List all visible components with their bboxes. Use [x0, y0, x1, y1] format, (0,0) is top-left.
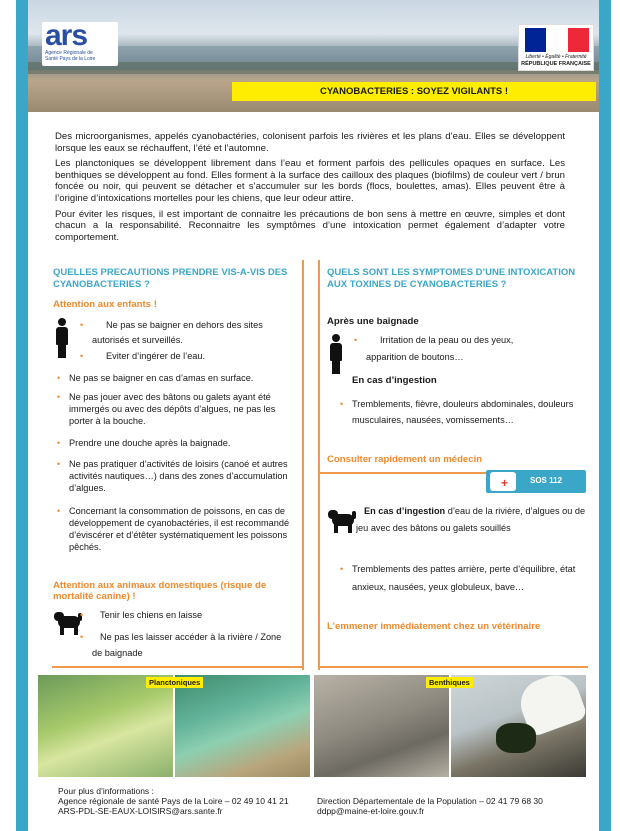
vet-advice: L’emmener immédiatement chez un vétérinaire [327, 621, 541, 632]
ddpp-email[interactable]: ddpp@maine-et-loire.gouv.fr [317, 806, 425, 816]
french-flag-icon [525, 28, 589, 52]
intro-paragraph: Des microorganismes, appelés cyanobactéries, colonisent parfois les rivières et les plans d’eau. Elles se développent lorsque les eaux se réchauffent, l’été et l’automne. [55, 131, 565, 154]
dog-ingestion-title: En cas d’ingestion d’eau de la rivière, d’algues ou de jeu avec des bâtons ou galets souillés [356, 506, 586, 533]
person-icon [55, 318, 69, 358]
planctonic-photo-1 [38, 675, 173, 777]
ingestion-title: En cas d’ingestion [352, 375, 437, 386]
ars-contact: Agence régionale de santé Pays de la Loire – 02 49 10 41 21 [58, 796, 289, 806]
after-swim-title: Après une baignade [327, 316, 419, 327]
footer-label: Pour plus d’informations : [58, 786, 154, 796]
precautions-heading: QUELLES PRECAUTIONS PRENDRE VIS-A-VIS DES CYANOBACTERIES ? [53, 267, 288, 290]
dog-icon [328, 508, 356, 534]
list-item: • Ne pas pratiquer d’activités de loisirs (canoé et autres activités nautiques…) dans des zones d’accumulation d’algues. [57, 459, 288, 493]
ars-logo: ars Agence Régionale de Santé Pays de la Loire [42, 22, 118, 66]
intro-paragraph: Les planctoniques se développent librement dans l’eau et forment parfois des pellicules opaques en surface. Les benthiques se développent au fond. Elles forment à la surface des cailloux des plaques (biofilms) de couleur vert / brun foncée ou noir, qui peuvent se détacher et s’accumuler sur les bords (flocs, boulettes, amas). Elles peuvent être à l’origine d’intoxications mortelles pour les chiens, que leur odeur attire. [55, 158, 565, 204]
right-border-bar [599, 0, 611, 831]
planctoniques-tag: Planctoniques [146, 677, 203, 688]
page-title: CYANOBACTERIES : SOYEZ VIGILANTS ! [232, 82, 596, 101]
benthic-photo-1 [314, 675, 449, 777]
symptoms-heading: QUELS SONT LES SYMPTOMES D’UNE INTOXICATION AUX TOXINES DE CYANOBACTERIES ? [327, 267, 576, 290]
ars-email[interactable]: ARS-PDL-SE-EAUX-LOISIRS@ars.sante.fr [58, 806, 223, 816]
republique-francaise-logo: Liberté • Égalité • Fraternité RÉPUBLIQUE FRANÇAISE [518, 24, 594, 71]
section-divider [320, 666, 588, 668]
benthiques-tag: Benthiques [426, 677, 473, 688]
list-item: • Eviter d’ingérer de l’eau. [80, 351, 206, 361]
intro-paragraph: Pour éviter les risques, il est important de connaitre les précautions de bon sens à mettre en œuvre, simples et dont chacun a la responsabilité. Reconnaitre les symptômes d’une intoxication permet également d’adapter votre comportement. [55, 208, 565, 243]
person-icon [329, 334, 343, 374]
benthic-photo-2 [451, 675, 586, 777]
ddpp-contact: Direction Départementale de la Population – 02 41 79 68 30 [317, 796, 543, 806]
list-item: • Tenir les chiens en laisse [80, 610, 203, 620]
consult-doctor: Consulter rapidement un médecin [327, 454, 483, 465]
pets-warning: Attention aux animaux domestiques (risque de mortalité canine) ! [53, 580, 267, 602]
list-item: • Tremblements, fièvre, douleurs abdominales, douleurs musculaires, nausées, vomissements… [340, 399, 574, 425]
children-warning: Attention aux enfants ! [53, 299, 157, 310]
list-item: • Tremblements des pattes arrière, perte d’équilibre, état anxieux, nausées, yeux globuleux, bave… [340, 564, 576, 592]
intro-text [55, 131, 565, 247]
list-item: • Ne pas jouer avec des bâtons ou galets ayant été immergés ou avec des dépôts d’algues, ne pas les porter à la bouche. [57, 392, 276, 426]
list-item: • Concernant la consommation de poissons, en cas de développement de cyanobactéries, il est recommandé d’éviscérer et d’étêter systématiquement les poissons pêchés. [57, 506, 290, 552]
list-item: • Prendre une douche après la baignade. [57, 438, 231, 448]
section-divider [320, 472, 486, 474]
column-divider [318, 260, 320, 670]
section-divider [52, 666, 302, 668]
planctonic-photo-2 [175, 675, 310, 777]
left-border-bar [16, 0, 28, 831]
photo-strip [38, 675, 586, 777]
list-item: • Ne pas se baigner en dehors des sites autorisés et surveillés. [80, 320, 263, 345]
ambulance-icon: + [490, 472, 516, 491]
list-item: • Irritation de la peau ou des yeux, apparition de boutons… [354, 335, 514, 362]
list-item: • Ne pas les laisser accéder à la rivière / Zone de baignade [80, 632, 282, 658]
sos-112-badge: + SOS 112 [486, 470, 586, 493]
list-item: • Ne pas se baigner en cas d’amas en surface. [57, 373, 254, 383]
column-divider [302, 260, 304, 670]
